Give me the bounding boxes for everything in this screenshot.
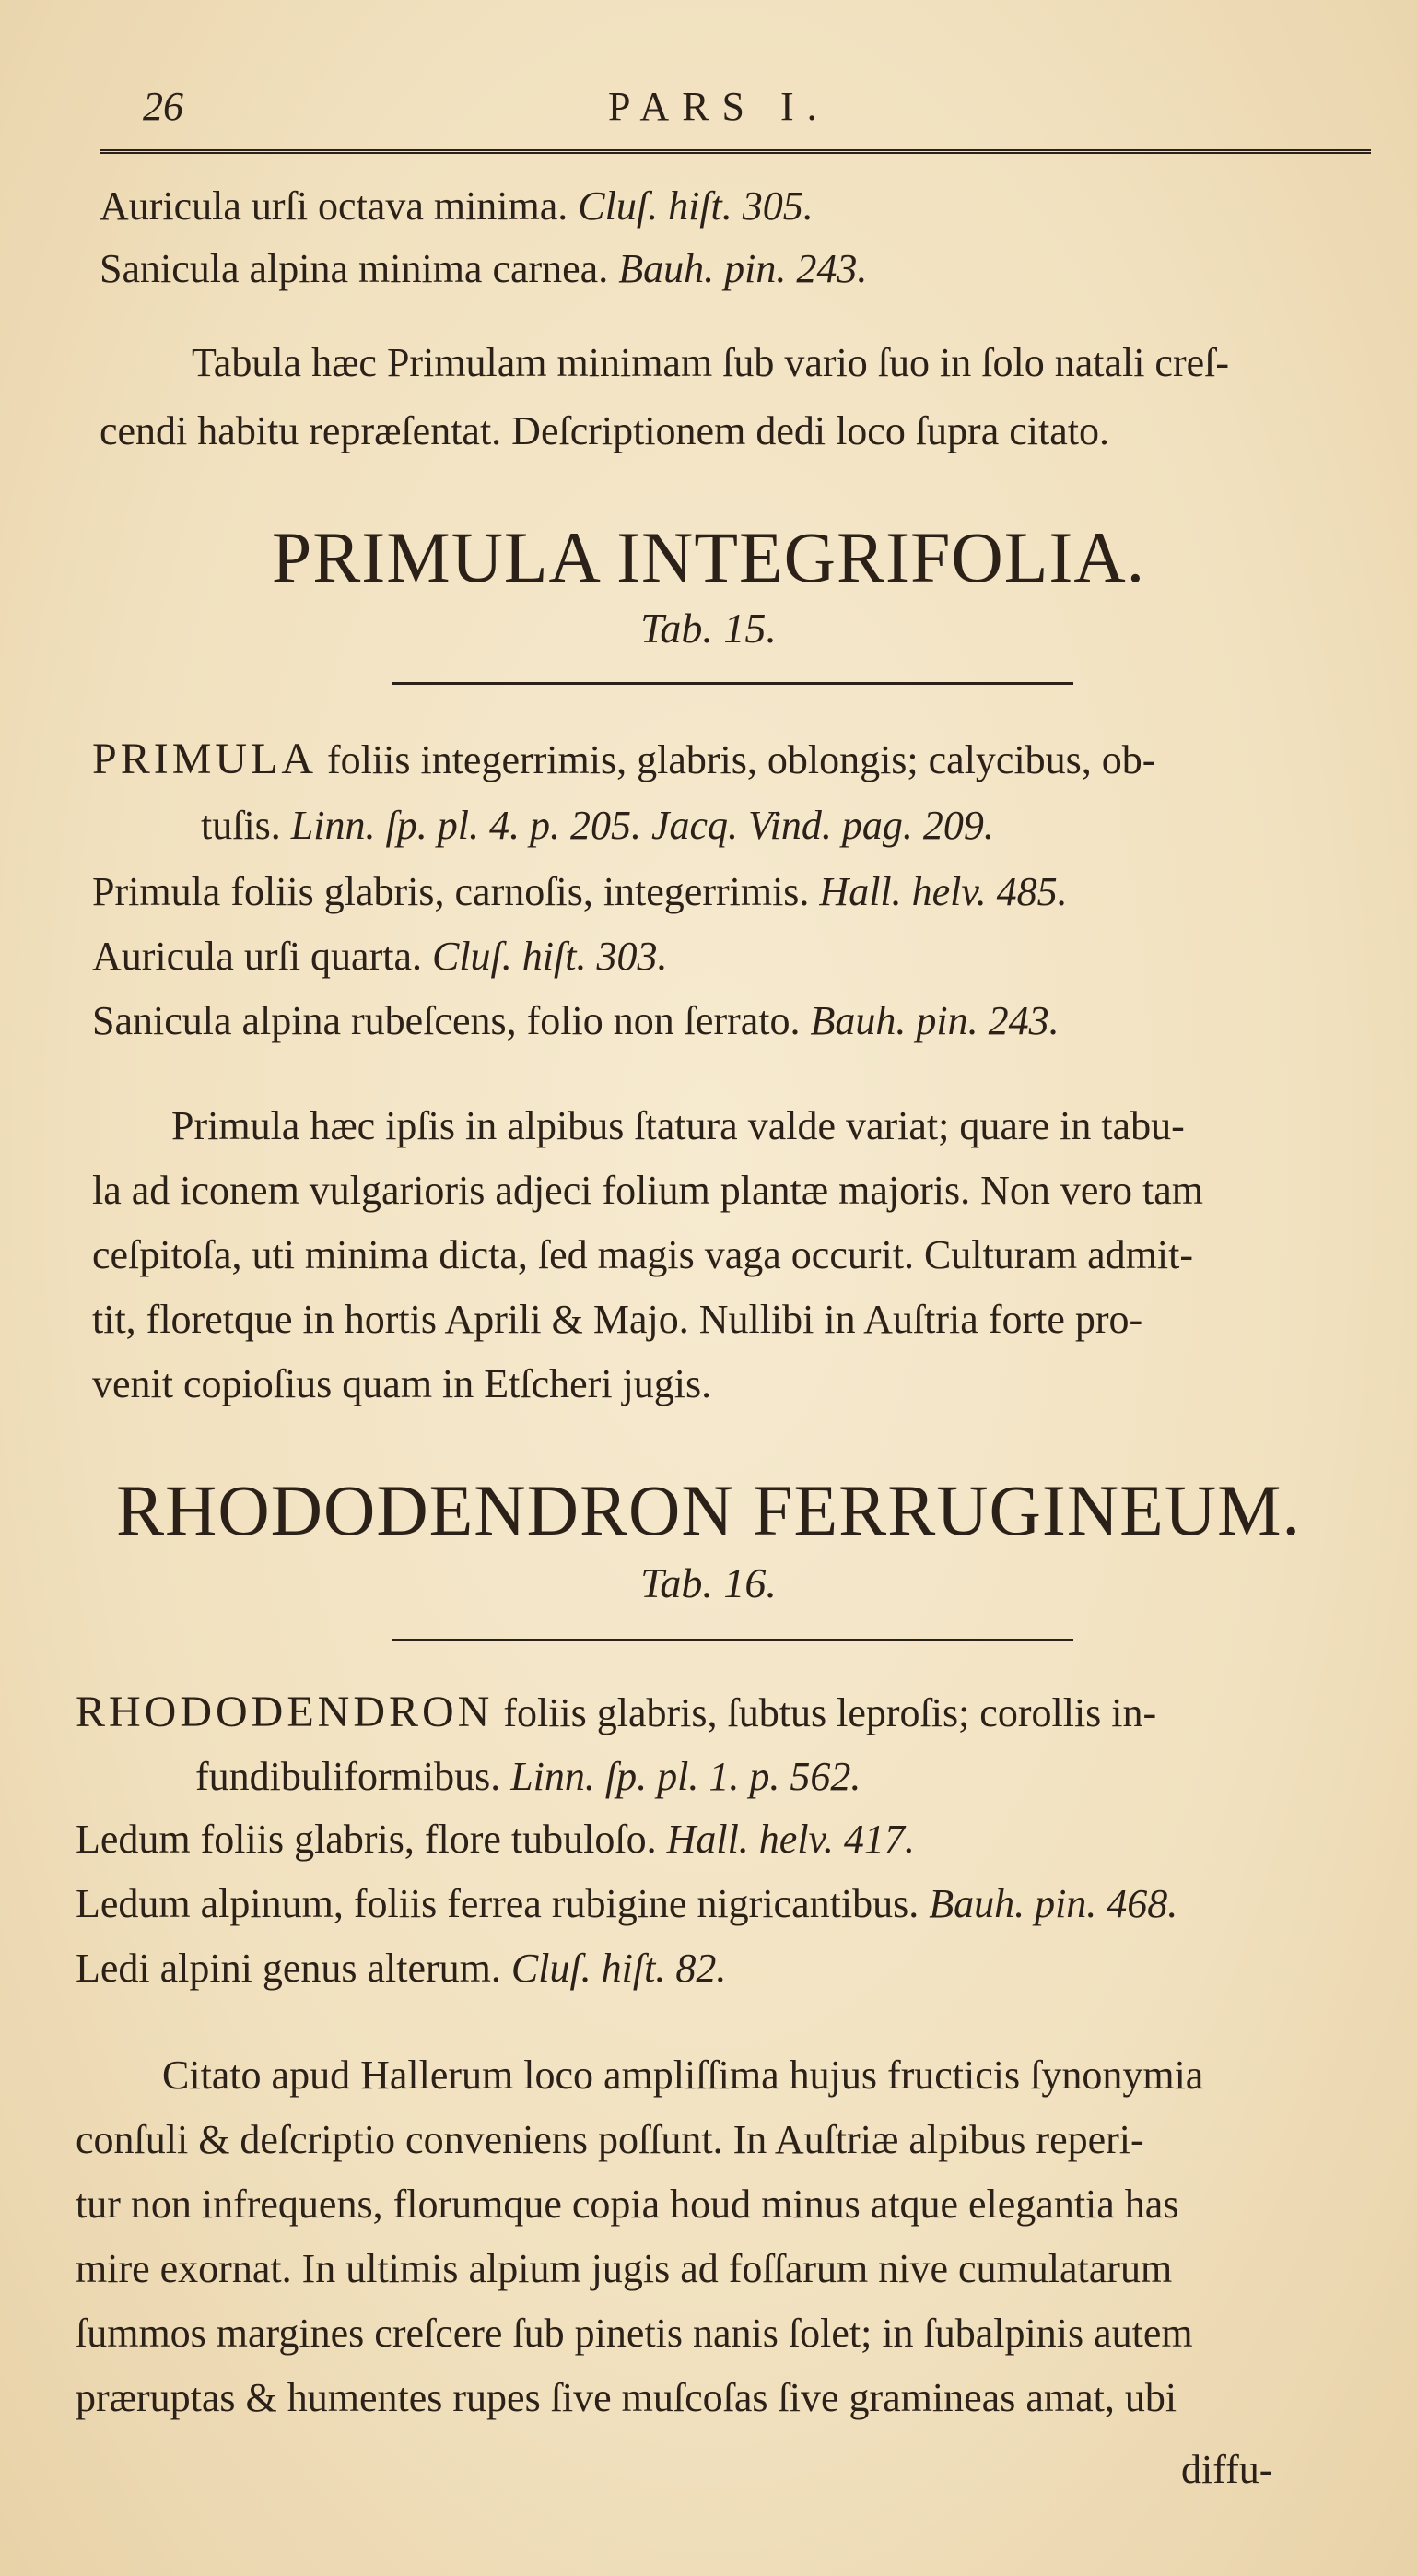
paragraph-line: venit copioſius quam in Etſcheri jugis.	[92, 1361, 712, 1406]
plate-reference: Tab. 15.	[640, 605, 777, 652]
diagnosis-line: tuſis. Linn. ſp. pl. 4. p. 205. Jacq. Vind. pag. 209.	[201, 803, 994, 848]
paragraph-line: Primula hæc ipſis in alpibus ſtatura valde variat; quare in tabu-	[171, 1103, 1185, 1148]
paragraph-line: Tabula hæc Primulam minimam ſub vario ſuo in ſolo natali creſ-	[192, 340, 1230, 385]
paragraph-line: conſuli & deſcriptio conveniens poſſunt. In Auſtriæ alpibus reperi-	[76, 2117, 1144, 2162]
paragraph-line: cendi habitu repræſentat. Deſcriptionem dedi loco ſupra citato.	[100, 408, 1109, 453]
synonym-line: Ledi alpini genus alterum. Cluſ. hiſt. 82.	[76, 1946, 727, 1991]
paragraph-line: la ad iconem vulgarioris adjeci folium plantæ majoris. Non vero tam	[92, 1168, 1204, 1213]
species-title: RHODODENDRON FERRUGINEUM.	[115, 1470, 1302, 1550]
synonym-line: Sanicula alpina rubeſcens, folio non ſerrato. Bauh. pin. 243.	[92, 998, 1060, 1043]
diagnosis-line: PRIMULA foliis integerrimis, glabris, oblongis; calycibus, ob-	[92, 735, 1156, 783]
synonym-line: Sanicula alpina minima carnea. Bauh. pin. 243.	[100, 246, 868, 291]
section-rule	[392, 1639, 1073, 1641]
synonym-line: Primula foliis glabris, carnoſis, integerrimis. Hall. helv. 485.	[92, 869, 1068, 914]
paragraph-line: ſummos margines creſcere ſub pinetis nanis ſolet; in ſubalpinis autem	[76, 2311, 1193, 2356]
paragraph-line: tit, floretque in hortis Aprili & Majo. Nullibi in Auſtria forte pro-	[92, 1297, 1143, 1342]
paragraph-line: tur non infrequens, florumque copia houd minus atque elegantia has	[76, 2182, 1179, 2227]
diagnosis-line: fundibuliformibus. Linn. ſp. pl. 1. p. 562.	[195, 1754, 861, 1799]
catchword: diffu-	[1181, 2447, 1273, 2492]
synonym-line: Auricula urſi octava minima. Cluſ. hiſt. 305.	[100, 183, 814, 229]
synonym-line: Auricula urſi quarta. Cluſ. hiſt. 303.	[92, 934, 668, 979]
diagnosis-line: RHODODENDRON foliis glabris, ſubtus leproſis; corollis in-	[76, 1688, 1157, 1736]
running-head: PARS I.	[608, 84, 830, 129]
paragraph-line: Citato apud Hallerum loco ampliſſima hujus fructicis ſynonymia	[162, 2053, 1204, 2098]
paragraph-line: præruptas & humentes rupes ſive muſcoſas ſive gramineas amat, ubi	[76, 2375, 1177, 2420]
species-title: PRIMULA INTEGRIFOLIA.	[271, 517, 1146, 597]
synonym-line: Ledum alpinum, foliis ferrea rubigine nigricantibus. Bauh. pin. 468.	[76, 1881, 1178, 1926]
page-header	[0, 83, 1417, 138]
paragraph-line: mire exornat. In ultimis alpium jugis ad foſſarum nive cumulatarum	[76, 2246, 1173, 2291]
plate-reference: Tab. 16.	[640, 1559, 777, 1606]
paragraph-line: ceſpitoſa, uti minima dicta, ſed magis vaga occurit. Culturam admit-	[92, 1232, 1194, 1277]
synonym-line: Ledum foliis glabris, flore tubuloſo. Hall. helv. 417.	[76, 1817, 915, 1862]
section-rule	[392, 682, 1073, 685]
header-rule	[100, 149, 1371, 154]
page-number: 26	[143, 84, 183, 129]
